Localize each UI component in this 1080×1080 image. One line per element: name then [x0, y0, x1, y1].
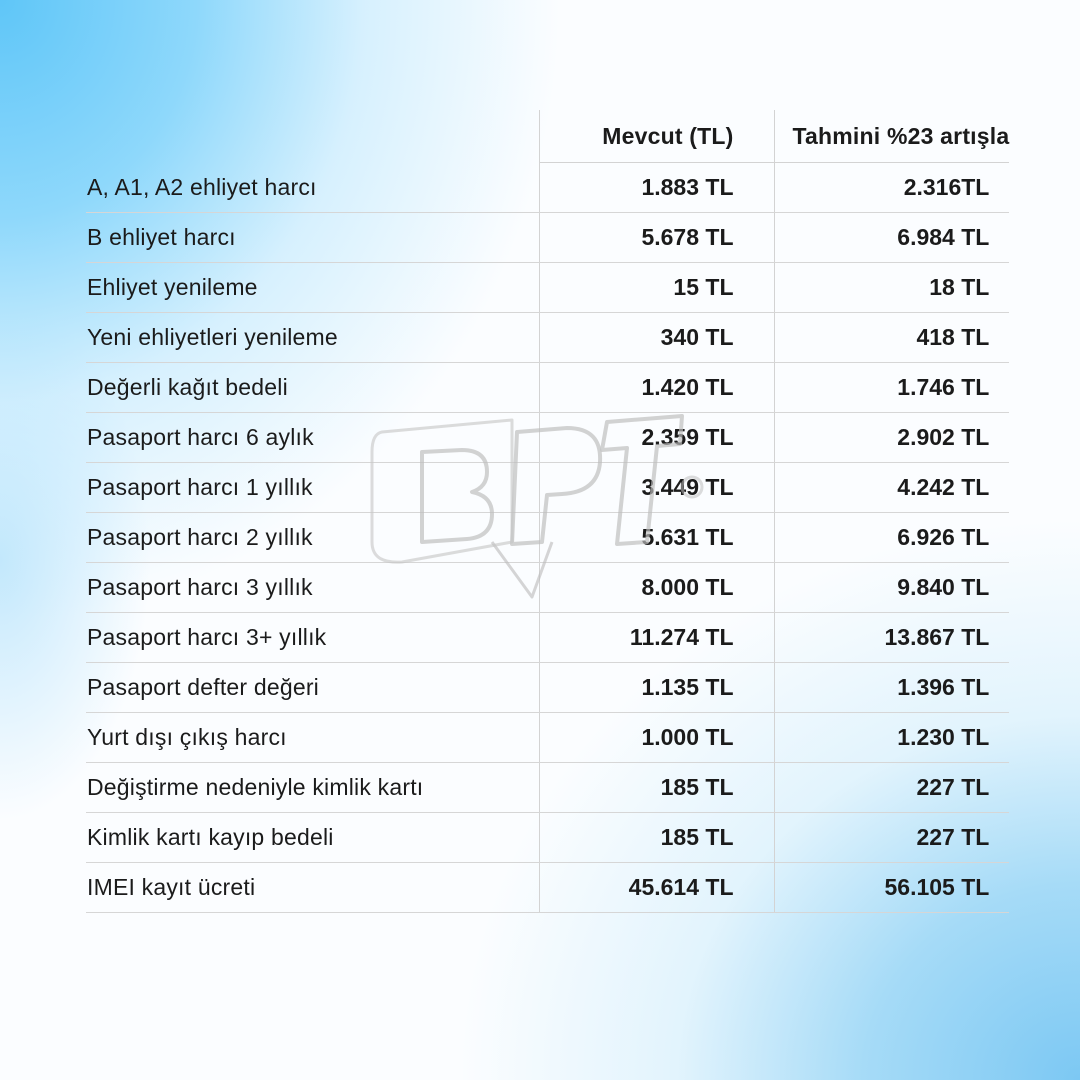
table-row	[86, 263, 1009, 313]
row-current-value: 185 TL	[539, 763, 774, 813]
row-label: Pasaport harcı 1 yıllık	[86, 463, 539, 513]
header-item	[86, 110, 539, 163]
table-row	[86, 163, 1009, 213]
table-row	[86, 713, 1009, 763]
row-current-value: 1.000 TL	[539, 713, 774, 763]
table-row	[86, 763, 1009, 813]
row-current-value: 5.631 TL	[539, 513, 774, 563]
row-label: Yeni ehliyetleri yenileme	[86, 313, 539, 363]
row-label: Değerli kağıt bedeli	[86, 363, 539, 413]
row-current-value: 340 TL	[539, 313, 774, 363]
row-estimated-value: 4.242 TL	[774, 463, 1009, 513]
table-header-row	[86, 110, 1009, 163]
table-row	[86, 813, 1009, 863]
row-label: Yurt dışı çıkış harcı	[86, 713, 539, 763]
row-label: Ehliyet yenileme	[86, 263, 539, 313]
row-current-value: 8.000 TL	[539, 563, 774, 613]
row-label: Pasaport harcı 3 yıllık	[86, 563, 539, 613]
row-current-value: 3.449 TL	[539, 463, 774, 513]
row-label: Pasaport defter değeri	[86, 663, 539, 713]
row-current-value: 45.614 TL	[539, 863, 774, 913]
row-label: Pasaport harcı 6 aylık	[86, 413, 539, 463]
header-current: Mevcut (TL)	[539, 110, 774, 163]
row-current-value: 2.359 TL	[539, 413, 774, 463]
row-current-value: 1.135 TL	[539, 663, 774, 713]
row-label: Pasaport harcı 2 yıllık	[86, 513, 539, 563]
row-label: Kimlik kartı kayıp bedeli	[86, 813, 539, 863]
table-row	[86, 613, 1009, 663]
row-current-value: 185 TL	[539, 813, 774, 863]
table-row	[86, 863, 1009, 913]
row-estimated-value: 56.105 TL	[774, 863, 1009, 913]
row-current-value: 11.274 TL	[539, 613, 774, 663]
row-current-value: 1.883 TL	[539, 163, 774, 213]
row-estimated-value: 418 TL	[774, 313, 1009, 363]
row-estimated-value: 18 TL	[774, 263, 1009, 313]
row-estimated-value: 1.746 TL	[774, 363, 1009, 413]
table-row	[86, 663, 1009, 713]
row-label: A, A1, A2 ehliyet harcı	[86, 163, 539, 213]
row-estimated-value: 227 TL	[774, 763, 1009, 813]
row-label: IMEI kayıt ücreti	[86, 863, 539, 913]
table-row	[86, 213, 1009, 263]
row-estimated-value: 6.926 TL	[774, 513, 1009, 563]
bpt-logo-icon	[362, 392, 722, 612]
row-estimated-value: 13.867 TL	[774, 613, 1009, 663]
row-estimated-value: 1.396 TL	[774, 663, 1009, 713]
row-label: Değiştirme nedeniyle kimlik kartı	[86, 763, 539, 813]
row-label: Pasaport harcı 3+ yıllık	[86, 613, 539, 663]
table-row	[86, 313, 1009, 363]
row-estimated-value: 6.984 TL	[774, 213, 1009, 263]
row-estimated-value: 227 TL	[774, 813, 1009, 863]
header-estimated: Tahmini %23 artışla	[774, 110, 1009, 163]
row-label: B ehliyet harcı	[86, 213, 539, 263]
row-estimated-value: 2.902 TL	[774, 413, 1009, 463]
row-estimated-value: 9.840 TL	[774, 563, 1009, 613]
row-current-value: 15 TL	[539, 263, 774, 313]
row-estimated-value: 2.316TL	[774, 163, 1009, 213]
row-estimated-value: 1.230 TL	[774, 713, 1009, 763]
row-current-value: 1.420 TL	[539, 363, 774, 413]
row-current-value: 5.678 TL	[539, 213, 774, 263]
